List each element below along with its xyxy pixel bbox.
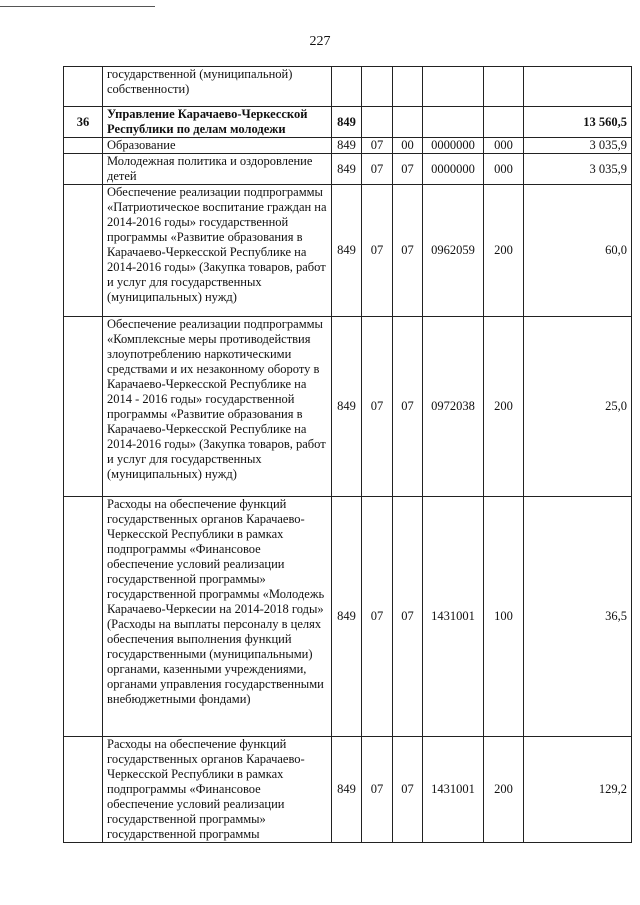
row-pr: 07 [393,737,423,843]
row-csr [423,107,484,138]
row-number: 36 [64,107,103,138]
row-number [64,67,103,107]
row-rz: 07 [362,154,393,185]
row-pr: 00 [393,138,423,154]
row-pr: 07 [393,154,423,185]
row-csr: 1431001 [423,497,484,737]
row-amount: 129,2 [524,737,632,843]
row-pr: 07 [393,497,423,737]
row-csr: 0962059 [423,185,484,317]
row-amount [524,67,632,107]
row-amount: 60,0 [524,185,632,317]
row-pr [393,107,423,138]
row-vr: 200 [484,185,524,317]
row-vr [484,67,524,107]
corner-rule [0,6,155,7]
row-name: Образование [103,138,332,154]
row-vr: 000 [484,154,524,185]
row-ved: 849 [332,317,362,497]
row-csr: 0972038 [423,317,484,497]
table-row [64,154,632,185]
row-name: Обеспечение реализации подпрограммы «Патриотическое воспитание граждан на 2014-2016 годы» государственной программы «Развитие образования в Карачаево-Черкесской Республике на 2014-2016 годы» (Закупка товаров, работ и услуг для государственных (муниципальных) нужд) [103,185,332,317]
row-csr: 0000000 [423,154,484,185]
row-rz: 07 [362,138,393,154]
row-ved: 849 [332,138,362,154]
row-ved [332,67,362,107]
row-number [64,737,103,843]
row-amount: 25,0 [524,317,632,497]
row-rz: 07 [362,185,393,317]
table-row [64,737,632,843]
table-row [64,185,632,317]
row-amount: 13 560,5 [524,107,632,138]
row-number [64,317,103,497]
row-number [64,497,103,737]
row-vr: 200 [484,737,524,843]
row-rz: 07 [362,497,393,737]
row-name: Расходы на обеспечение функций государственных органов Карачаево-Черкесской Республики в рамках подпрограммы «Финансовое обеспечение условий реализации государственной программы» государственной программы [103,737,332,843]
row-vr: 200 [484,317,524,497]
row-name: Молодежная политика и оздоровление детей [103,154,332,185]
table-row [64,497,632,737]
row-vr: 100 [484,497,524,737]
table-row [64,317,632,497]
row-name: Управление Карачаево-Черкесской Республики по делам молодежи [103,107,332,138]
budget-table [63,66,632,843]
page-number: 227 [309,34,331,49]
row-amount: 3 035,9 [524,138,632,154]
row-vr: 000 [484,138,524,154]
row-vr [484,107,524,138]
row-ved: 849 [332,107,362,138]
row-ved: 849 [332,185,362,317]
row-name: государственной (муниципальной) собственности) [103,67,332,107]
row-number [64,185,103,317]
row-number [64,154,103,185]
row-pr: 07 [393,317,423,497]
row-csr: 1431001 [423,737,484,843]
row-amount: 3 035,9 [524,154,632,185]
row-pr [393,67,423,107]
row-rz [362,67,393,107]
row-amount: 36,5 [524,497,632,737]
table-row [64,107,632,138]
row-number [64,138,103,154]
row-ved: 849 [332,154,362,185]
row-csr: 0000000 [423,138,484,154]
row-name: Обеспечение реализации подпрограммы «Комплексные меры противодействия злоупотреблению наркотическими средствами и их незаконному обороту в Карачаево-Черкесской Республике на 2014 - 2016 годы» государственной программы «Развитие образования в Карачаево-Черкесской Республике на 2014-2016 годы» (Закупка товаров, работ и услуг для государственных (муниципальных) нужд) [103,317,332,497]
scan-mark [596,895,600,899]
row-ved: 849 [332,497,362,737]
row-pr: 07 [393,185,423,317]
table-row [64,138,632,154]
row-rz [362,107,393,138]
row-csr [423,67,484,107]
row-name: Расходы на обеспечение функций государственных органов Карачаево-Черкесской Республики в рамках подпрограммы «Финансовое обеспечение условий реализации государственной программы» государственной программы «Молодежь Карачаево-Черкесии на 2014-2018 годы» (Расходы на выплаты персоналу в целях обеспечения выполнения функций государственными (муниципальными) органами, казенными учреждениями, органами управления государственными внебюджетными фондами) [103,497,332,737]
row-rz: 07 [362,317,393,497]
table-body [64,67,632,843]
row-rz: 07 [362,737,393,843]
table-row [64,67,632,107]
row-ved: 849 [332,737,362,843]
